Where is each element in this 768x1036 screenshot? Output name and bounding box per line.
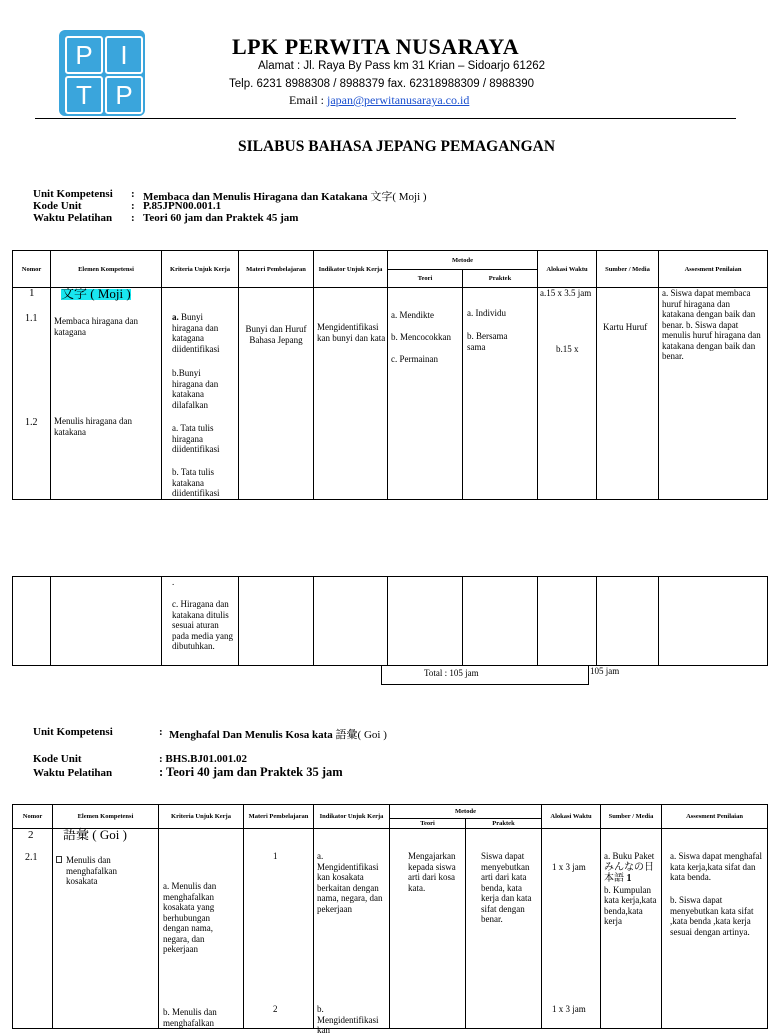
cell-sumber	[601, 829, 662, 1029]
alokasi-value: b.15 x	[556, 344, 579, 354]
header-teori: Teori	[388, 270, 463, 288]
header-kriteria: Kriteria Unjuk Kerja	[159, 805, 244, 829]
cell-elemen	[53, 829, 159, 1029]
cell-sumber	[597, 288, 659, 500]
teori-item: c. Permainan	[391, 354, 438, 364]
cell-alokasi	[538, 577, 597, 666]
cell-indikator	[314, 829, 390, 1035]
kriteria-d: b. Tata tulis katakana diidentifikasi	[172, 467, 220, 498]
header-sumber: Sumber / Media	[597, 251, 659, 288]
cell-nomor	[13, 288, 51, 500]
unit-kompetensi-value: Membaca dan Menulis Hiragana dan Katakana 文字( Moji )	[143, 191, 427, 203]
cell-nomor	[13, 829, 53, 1029]
header-metode: Metode	[388, 251, 538, 270]
header-alokasi: Alokasi Waktu	[538, 251, 597, 288]
colon: :	[131, 200, 135, 212]
header-divider	[35, 118, 736, 119]
colon: :	[159, 726, 163, 738]
kode-unit-value: P.85JPN00.001.1	[143, 200, 222, 212]
header-materi: Materi Pembelajaran	[239, 251, 314, 288]
section-title-goi: 語彙 ( Goi )	[63, 827, 127, 842]
label-kode-unit-2: Kode Unit	[33, 753, 82, 765]
header-elemen: Elemen Kompetensi	[51, 251, 162, 288]
row-number: 1	[29, 287, 35, 299]
cell-alokasi	[538, 288, 597, 500]
header-nomor: Nomor	[13, 251, 51, 288]
praktek-text: Siswa dapat menyebutkan arti dari kata benda, kata kerja dan kata sifat dengan benar.	[481, 851, 532, 924]
row-number: 1.1	[25, 313, 38, 324]
elemen-menulis: Menulis hiragana dan katakana	[54, 416, 132, 437]
waktu-pelatihan-value: Teori 60 jam dan Praktek 45 jam	[143, 212, 299, 224]
header-metode: Metode	[390, 805, 542, 819]
cell-praktek	[463, 288, 538, 500]
header-indikator: Indikator Unjuk Kerja	[314, 805, 390, 829]
sumber-text: Kartu Huruf	[603, 322, 648, 332]
cell-praktek	[466, 829, 542, 1029]
elemen-menulis-kosakata: Menulis dan menghafalkan kosakata	[66, 855, 117, 886]
total-box	[381, 665, 589, 685]
silabus-table-1	[12, 250, 768, 500]
email-link[interactable]: japan@perwitanusaraya.co.id	[327, 93, 470, 107]
label-unit-kompetensi-2: Unit Kompetensi	[33, 726, 113, 738]
kriteria-a: a. Menulis dan menghafalkan kosakata yang berhubungan dengan nama, negara, dan pekerjaan	[163, 881, 217, 954]
cell-teori	[388, 577, 463, 666]
header-sumber: Sumber / Media	[601, 805, 662, 829]
kriteria-a: a. Bunyi hiragana dan katagana diidentifikasi	[172, 312, 220, 354]
header-alokasi: Alokasi Waktu	[542, 805, 601, 829]
cell-elemen	[51, 577, 162, 666]
cell-kriteria	[162, 288, 239, 500]
sumber-text: a. Buku Paket みんなの日本語 1 b. Kumpulan kata kerja,kata benda,kata kerja	[604, 851, 657, 926]
address: Alamat : Jl. Raya By Pass km 31 Krian – Sidoarjo 61262	[258, 60, 546, 72]
row-number: 2.1	[25, 852, 38, 863]
colon: :	[131, 212, 135, 224]
alokasi-value: 1 x 3 jam	[552, 1004, 586, 1014]
document-title: SILABUS BAHASA JEPANG PEMAGANGAN	[238, 138, 556, 155]
cell-sumber	[597, 577, 659, 666]
assesment-text: a. Siswa dapat membaca huruf hiragana dan katakana dengan baik dan benar. b. Siswa dapat menulis huruf hiragana dan katakana dengan baik dan benar.	[662, 288, 761, 361]
cell-nomor	[13, 577, 51, 666]
checkbox-icon	[56, 856, 62, 863]
header-elemen: Elemen Kompetensi	[53, 805, 159, 829]
materi-text: Bunyi dan Huruf Bahasa Jepang	[245, 324, 307, 345]
kriteria-b: b. Menulis dan menghafalkan	[163, 1007, 217, 1028]
teori-item: b. Mencocokkan	[391, 332, 451, 342]
row-number: 1.2	[25, 417, 38, 428]
header-assesment: Assesment Penilaian	[659, 251, 768, 288]
dot-mark: .	[172, 577, 175, 587]
header-teori: Teori	[390, 819, 466, 829]
logo-letter: P	[105, 76, 143, 114]
logo-letter: I	[105, 36, 143, 74]
cell-assesment	[659, 288, 768, 500]
cell-kriteria	[162, 577, 239, 666]
kriteria-c-hiragana: c. Hiragana dan katakana ditulis sesuai aturan pada media yang dibutuhkan.	[172, 599, 233, 651]
indikator-text: Mengidentifikasi kan bunyi dan kata	[317, 322, 386, 343]
cell-kriteria	[159, 829, 244, 1029]
phone-fax: Telp. 6231 8988308 / 8988379 fax. 62318988309 / 8988390	[229, 78, 535, 90]
label-waktu-pelatihan-2: Waktu Pelatihan	[33, 767, 113, 779]
email-line	[289, 93, 469, 108]
silabus-table-1-continued	[12, 576, 768, 666]
materi-number: 2	[273, 1004, 278, 1014]
teori-item: a. Mendikte	[391, 310, 434, 320]
company-logo	[59, 30, 145, 116]
header-nomor: Nomor	[13, 805, 53, 829]
praktek-item: a. Individu	[467, 308, 506, 318]
header-assesment: Assesment Penilaian	[662, 805, 768, 829]
label-kode-unit: Kode Unit	[33, 200, 82, 212]
section-title-moji: 文字 ( Moji )	[61, 286, 131, 301]
organization-name: LPK PERWITA NUSARAYA	[232, 34, 520, 59]
row-number: 2	[28, 829, 34, 841]
indikator-a: a. Mengidentifikasi kan kosakata berkaitan dengan nama, negara, dan pekerjaan	[317, 851, 383, 914]
alokasi-value: 1 x 3 jam	[552, 862, 586, 872]
waktu-pelatihan-value-2: : Teori 40 jam dan Praktek 35 jam	[159, 765, 343, 779]
kode-unit-value-2: : BHS.BJ01.001.02	[159, 753, 248, 765]
email-label: Email :	[289, 93, 327, 107]
cell-materi	[239, 288, 314, 500]
cell-praktek	[463, 577, 538, 666]
materi-number: 1	[273, 851, 278, 861]
indikator-b: b. Mengidentifikasi kan	[317, 1004, 379, 1035]
cell-teori	[388, 288, 463, 500]
total-text: Total : 105 jam	[424, 668, 479, 678]
cell-materi	[244, 829, 314, 1029]
cell-indikator	[314, 577, 388, 666]
total-jam: 105 jam	[590, 666, 620, 676]
cell-assesment	[662, 829, 768, 1029]
logo-letter: P	[65, 36, 103, 74]
header-praktek: Praktek	[463, 270, 538, 288]
logo-letter: T	[65, 76, 103, 114]
teori-text: Mengajarkan kepada siswa arti dari kosa kata.	[408, 851, 456, 893]
cell-indikator	[314, 288, 388, 500]
assesment-b: b. Siswa dapat menyebutkan kata sifat ,kata benda ,kata kerja sesuai dengan artinya.	[670, 895, 754, 937]
header-kriteria: Kriteria Unjuk Kerja	[162, 251, 239, 288]
silabus-table-2	[12, 804, 768, 1035]
cell-assesment	[659, 577, 768, 666]
elemen-membaca: Membaca hiragana dan katagana	[54, 316, 138, 337]
kriteria-b: b.Bunyi hiragana dan katakana dilafalkan	[172, 368, 219, 410]
label-waktu-pelatihan: Waktu Pelatihan	[33, 212, 113, 224]
header-praktek: Praktek	[466, 819, 542, 829]
cell-elemen	[51, 288, 162, 500]
header-materi: Materi Pembelajaran	[244, 805, 314, 829]
label-unit-kompetensi: Unit Kompetensi	[33, 188, 113, 200]
colon: :	[131, 188, 135, 200]
cell-materi	[239, 577, 314, 666]
kriteria-c: a. Tata tulis hiragana diidentifikasi	[172, 423, 220, 454]
header-indikator: Indikator Unjuk Kerja	[314, 251, 388, 288]
unit-kompetensi-value-2: Menghafal Dan Menulis Kosa kata 語彙( Goi )	[169, 729, 387, 741]
assesment-a: a. Siswa dapat menghafal kata kerja,kata sifat dan kata benda.	[670, 851, 762, 882]
praktek-item: b. Bersama sama	[467, 331, 508, 352]
cell-teori	[390, 829, 466, 1029]
alokasi-value: a.15 x 3.5 jam	[540, 288, 592, 298]
cell-alokasi	[542, 829, 601, 1029]
